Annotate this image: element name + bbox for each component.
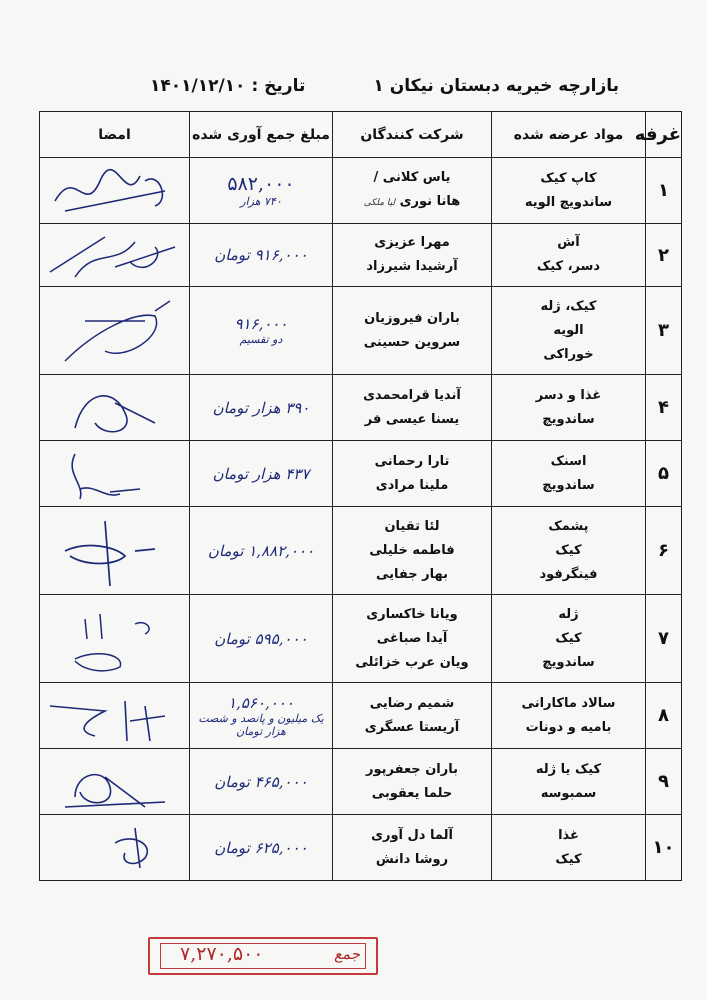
amount-value: ۶۲۵,۰۰۰ تومان	[214, 838, 308, 857]
item-line: خوراکی	[543, 346, 594, 362]
item-line: کاپ کیک	[540, 170, 597, 186]
participant-line: لئا تقیان	[384, 518, 440, 534]
item-line: کیک، ژله	[540, 298, 597, 314]
item-line: اسنک	[550, 453, 587, 469]
table-row	[40, 158, 682, 224]
participants-cell	[333, 507, 492, 595]
table-header-row	[40, 112, 682, 158]
table-row	[40, 441, 682, 507]
amount-note: یک میلیون و پانصد و شصت هزار تومان	[198, 711, 324, 738]
amount-value: ۳۹۰ هزار تومان	[212, 398, 310, 417]
amount-cell	[190, 287, 333, 375]
item-line: فینگرفود	[539, 566, 598, 582]
participants-cell	[333, 683, 492, 749]
item-line: ساندویچ	[542, 477, 595, 493]
participant-note: لیا ملکی	[363, 198, 396, 208]
table-row	[40, 224, 682, 287]
participant-line: بهار جفایی	[376, 566, 448, 582]
participant-line: یاس کلانی /	[373, 170, 451, 185]
amount-cell	[190, 158, 333, 224]
participants-cell	[333, 815, 492, 881]
items-cell	[492, 595, 646, 683]
room-number: ۷	[646, 595, 682, 683]
participants-cell	[333, 158, 492, 224]
item-line: ژله	[558, 606, 579, 622]
signature-cell	[40, 815, 190, 881]
document-date	[150, 76, 305, 96]
signature-cell	[40, 595, 190, 683]
table-row	[40, 507, 682, 595]
header-room: غرفه	[646, 112, 682, 158]
items-cell	[492, 375, 646, 441]
amount-value: ۴۳۷ هزار تومان	[212, 464, 310, 483]
items-cell	[492, 158, 646, 224]
header-signature: امضا	[40, 112, 190, 158]
signature-cell	[40, 507, 190, 595]
item-line: سمبوسه	[540, 785, 597, 801]
item-line: سالاد ماکارانی	[521, 695, 616, 711]
handwritten-signature	[45, 599, 185, 679]
handwritten-signature	[45, 161, 185, 221]
item-line: کیک	[555, 630, 582, 646]
signature-cell	[40, 287, 190, 375]
signature-cell	[40, 158, 190, 224]
table-row	[40, 595, 682, 683]
items-cell	[492, 815, 646, 881]
amount-value: ۱,۸۸۲,۰۰۰ تومان	[207, 541, 315, 560]
item-line: بامیه و دونات	[525, 719, 612, 735]
amount-note: ۷۴۰ هزار	[240, 195, 282, 208]
amount-value: ۴۶۵,۰۰۰ تومان	[214, 772, 308, 791]
room-number: ۶	[646, 507, 682, 595]
amount-value: ۱,۵۶۰,۰۰۰	[228, 693, 294, 712]
participant-line: آرشیدا شیرزاد	[366, 259, 458, 274]
signature-cell	[40, 749, 190, 815]
header-participants: شرکت کنندگان	[333, 112, 492, 158]
participant-line: یسنا عیسی فر	[364, 411, 460, 427]
participant-line: باران جعفرپور	[366, 761, 458, 777]
participant-line: آریستا عسگری	[364, 719, 460, 735]
amount-note: دو تقسیم	[239, 333, 283, 346]
items-cell	[492, 749, 646, 815]
items-cell	[492, 683, 646, 749]
handwritten-signature	[45, 291, 185, 371]
participants-cell	[333, 224, 492, 287]
amount-cell	[190, 595, 333, 683]
signature-cell	[40, 683, 190, 749]
table-row	[40, 749, 682, 815]
room-number: ۹	[646, 749, 682, 815]
handwritten-signature	[45, 444, 185, 504]
room-number: ۱۰	[646, 815, 682, 881]
date-label: تاریخ :	[251, 76, 306, 96]
handwritten-signature	[45, 752, 185, 812]
item-line: الویه	[553, 322, 584, 338]
participant-line: ویانا خاکساری	[366, 606, 458, 622]
participant-line: هانا نوری لیا ملکی	[363, 194, 461, 209]
handwritten-signature	[45, 378, 185, 438]
table-row	[40, 683, 682, 749]
item-line: آش	[557, 235, 580, 250]
item-line: پشمک	[548, 518, 589, 534]
participant-line: شمیم رضایی	[369, 695, 455, 711]
header-items: مواد عرضه شده	[492, 112, 646, 158]
participant-line: آلما دل آوری	[371, 827, 453, 843]
room-number: ۱	[646, 158, 682, 224]
document-title: بازارچه خیریه دبستان نیکان ۱	[373, 76, 619, 96]
room-number: ۲	[646, 224, 682, 287]
items-cell	[492, 507, 646, 595]
signature-cell	[40, 441, 190, 507]
item-line: کیک	[555, 542, 582, 558]
room-number: ۸	[646, 683, 682, 749]
participant-line: آیدا صباغی	[376, 630, 448, 646]
items-cell	[492, 287, 646, 375]
total-label: جمع	[334, 945, 360, 963]
participant-line: روشا دانش	[375, 851, 449, 867]
amount-cell	[190, 507, 333, 595]
item-line: ساندویچ	[542, 654, 595, 670]
participants-cell	[333, 595, 492, 683]
signature-cell	[40, 224, 190, 287]
participant-line: ویان عرب خزائلی	[355, 654, 469, 670]
amount-value: ۵۸۲,۰۰۰	[227, 173, 295, 195]
amount-value: ۹۱۶,۰۰۰ تومان	[214, 246, 308, 264]
item-line: ساندویچ	[542, 411, 595, 427]
amount-cell	[190, 375, 333, 441]
participant-line: ملینا مرادی	[375, 477, 449, 493]
handwritten-signature	[45, 818, 185, 878]
amount-cell	[190, 441, 333, 507]
participant-line: سروین حسینی	[363, 334, 461, 350]
amount-cell	[190, 224, 333, 287]
bazaar-table	[39, 111, 682, 881]
participants-cell	[333, 375, 492, 441]
participant-line: حلما یعقوبی	[371, 785, 453, 801]
participant-line: باران فیروزیان	[364, 310, 460, 326]
participant-line: تارا رحمانی	[374, 453, 450, 469]
document-header	[0, 72, 707, 106]
handwritten-signature	[45, 511, 185, 591]
item-line: غذا	[558, 827, 579, 843]
amount-cell	[190, 749, 333, 815]
table-row	[40, 815, 682, 881]
item-line: ساندویچ الویه	[524, 194, 613, 210]
items-cell	[492, 441, 646, 507]
total-box	[148, 937, 378, 975]
participant-line: آندیا قرامحمدی	[363, 387, 461, 403]
amount-value: ۵۹۵,۰۰۰ تومان	[214, 629, 308, 648]
item-line: دسر، کیک	[536, 259, 601, 274]
item-line: کیک یا ژله	[535, 761, 602, 777]
signature-cell	[40, 375, 190, 441]
table-row	[40, 287, 682, 375]
item-line: غذا و دسر	[535, 387, 602, 403]
item-line: کیک	[555, 851, 582, 867]
amount-value: ۹۱۶,۰۰۰	[234, 315, 288, 333]
participant-line: فاطمه خلیلی	[369, 542, 455, 558]
handwritten-signature	[45, 227, 185, 283]
amount-cell	[190, 815, 333, 881]
items-cell	[492, 224, 646, 287]
participants-cell	[333, 441, 492, 507]
header-amount: مبلغ جمع آوری شده	[190, 112, 333, 158]
participants-cell	[333, 749, 492, 815]
room-number: ۳	[646, 287, 682, 375]
handwritten-signature	[45, 686, 185, 746]
participants-cell	[333, 287, 492, 375]
amount-cell	[190, 683, 333, 749]
room-number: ۵	[646, 441, 682, 507]
participant-line: مهرا عزیزی	[374, 235, 450, 250]
total-value: ۷,۲۷۰,۵۰۰	[180, 943, 264, 965]
room-number: ۴	[646, 375, 682, 441]
table-row	[40, 375, 682, 441]
date-value: ۱۴۰۱/۱۲/۱۰	[150, 76, 246, 96]
